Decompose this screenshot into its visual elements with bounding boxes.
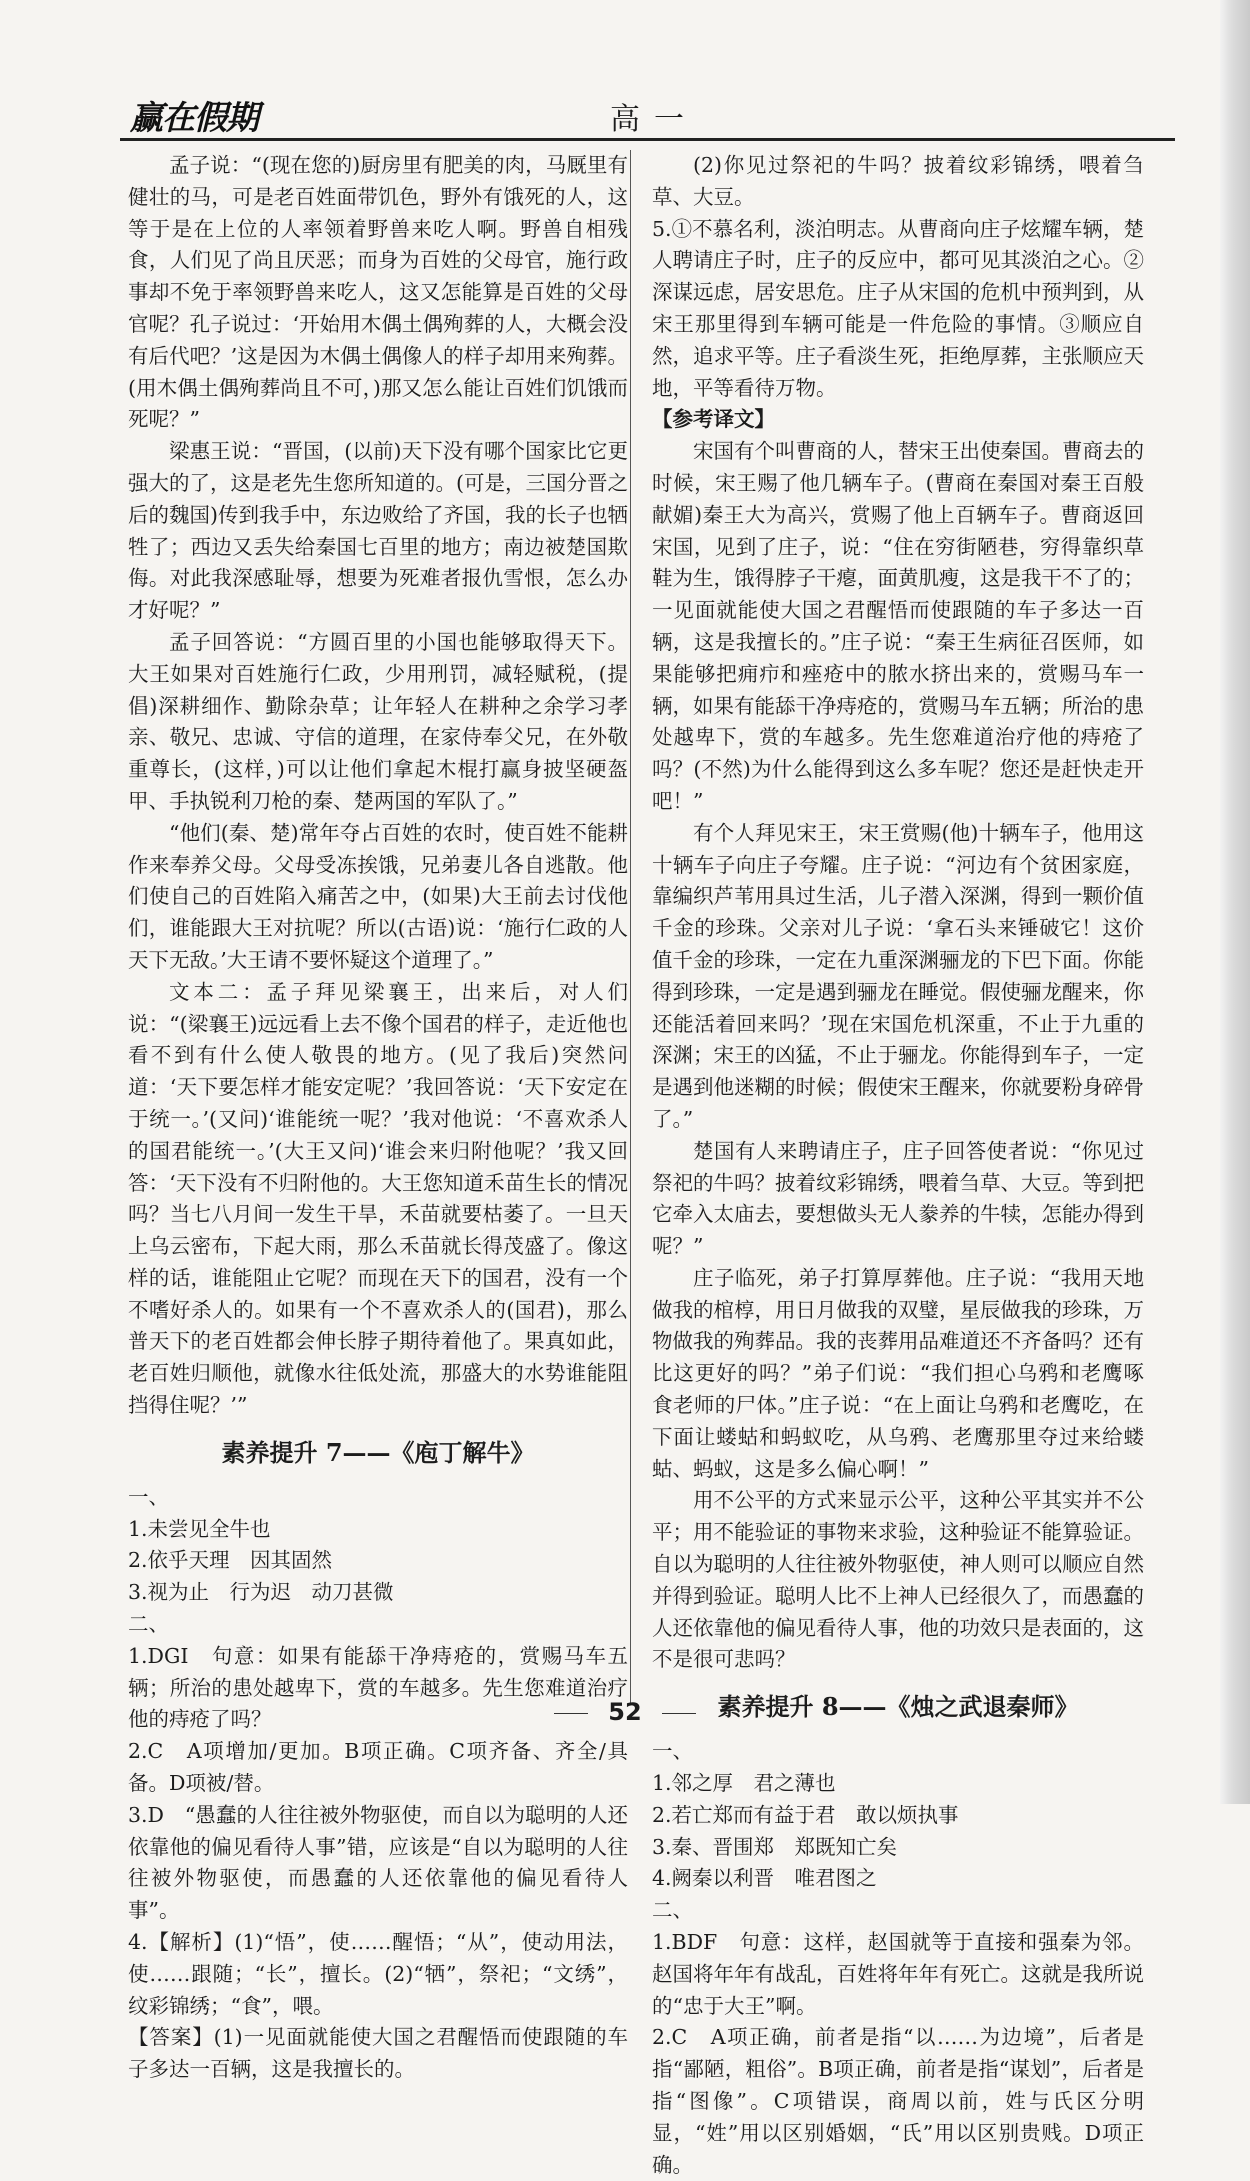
answer-line: 1.邻之厚 君之薄也 <box>652 1771 836 1796</box>
answer-line: 【答案】(1)一见面就能使大国之君醒悟而使跟随的车子多达一百辆，这是我擅长的。 <box>128 2025 628 2082</box>
answer-line: 1.BDF 句意：这样，赵国就等于直接和强秦为邻。赵国将年年有战乱，百姓将年年有死亡。这就是我所说的“忠于大王”啊。 <box>652 1930 1144 2018</box>
answer-line: 2.若亡郑而有益于君 敢以烦执事 <box>652 1802 959 1827</box>
answer-line: 1.DGI 句意：如果有能舔干净痔疮的，赏赐马车五辆；所治的患处越卑下，赏的车越多。先生您难道治疗他的痔疮了吗？ <box>128 1643 628 1732</box>
answer-line: 3.秦、晋围郑 郑既知亡矣 <box>652 1834 898 1859</box>
answer-list-8 <box>652 1736 1144 2181</box>
grade-label: 高一 <box>610 102 698 137</box>
text-paragraph: 有个人拜见宋王，宋王赏赐(他)十辆车子，他用这十辆车子向庄子夸耀。庄子说：“河边有个贫困家庭，靠编织芦苇用具过生活，儿子潜入深渊，得到一颗价值千金的珍珠。父亲对儿子说：‘拿石头来锤破它！这价值千金的珍珠，一定在九重深渊骊龙的下巴下面。你能得到珍珠，一定是遇到骊龙在睡觉。假使骊龙醒来，你还能活着回来吗？’现在宋国危机深重，不止于九重的深渊；宋王的凶猛，不止于骊龙。你能得到车子，一定是遇到他迷糊的时候；假使宋王醒来，你就要粉身碎骨了。” <box>652 820 1144 1131</box>
page-edge-shadow <box>1220 0 1250 1804</box>
answer-line: 二、 <box>128 1612 169 1637</box>
answer-line: 3.D “愚蠢的人往往被外物驱使，而自以为聪明的人还依靠他的偏见看待人事”错，应该是“自以为聪明的人往往被外物驱使，而愚蠢的人还依靠他的偏见看待人事”。 <box>128 1802 628 1923</box>
answer-list-7 <box>128 1482 628 2086</box>
footer-dash-right <box>662 1713 696 1714</box>
footer-dash-left <box>554 1713 588 1714</box>
page-header <box>120 92 1175 136</box>
text-paragraph: 孟子说：“(现在您的)厨房里有肥美的肉，马厩里有健壮的马，可是老百姓面带饥色，野外有饿死的人，这等于是在上位的人率领着野兽来吃人啊。野兽自相残食，人们见了尚且厌恶；而身为百姓的父母官，施行政事却不免于率领野兽来吃人，这又怎能算是百姓的父母官呢？孔子说过：‘开始用木偶土偶殉葬的人，大概会没有后代吧？’这是因为木偶土偶像人的样子却用来殉葬。(用木偶土偶殉葬尚且不可，)那又怎么能让百姓们饥饿而死呢？” <box>128 153 628 432</box>
answer-line: (2)你见过祭祀的牛吗？披着纹彩锦绣，喂着刍草、大豆。 <box>652 153 1144 209</box>
column-divider <box>630 150 631 1705</box>
answer-line: 2.依乎天理 因其固然 <box>128 1548 333 1573</box>
text-paragraph: 庄子临死，弟子打算厚葬他。庄子说：“我用天地做我的棺椁，用日月做我的双璧，星辰做我的珍珠，万物做我的殉葬品。我的丧葬用品难道还不齐备吗？还有比这更好的吗？”弟子们说：“我们担心乌鸦和老鹰啄食老师的尸体。”庄子说：“在上面让乌鸦和老鹰吃，在下面让蝼蛄和蚂蚁吃，从乌鸦、老鹰那里夺过来给蝼蛄、蚂蚁，这是多么偏心啊！” <box>652 1265 1144 1481</box>
brand-logo: 赢在假期 <box>130 98 258 137</box>
answer-line: 2.C A项增加/更加。B项正确。C项齐备、齐全/具备。D项被/替。 <box>128 1739 628 1796</box>
answer-line: 5.①不慕名利，淡泊明志。从曹商向庄子炫耀车辆，楚人聘请庄子时，庄子的反应中，都可见其淡泊之心。②深谋远虑，居安思危。庄子从宋国的危机中预判到，从宋王那里得到车辆可能是一件危险的事情。③顺应自然，追求平等。庄子看淡生死，拒绝厚葬，主张顺应天地，平等看待万物。 <box>652 216 1144 400</box>
right-column <box>652 150 1144 2181</box>
answer-line: 4.阙秦以利晋 唯君图之 <box>652 1866 877 1891</box>
section-title-8: 素养提升 8——《烛之武退秦师》 <box>717 1692 1079 1722</box>
answer-line: 2.C A项正确，前者是指“以……为边境”，后者是指“鄙陋，粗俗”。B项正确，前者是指“谋划”，后者是指“图像”。C项错误，商周以前，姓与氏区分明显，“姓”用以区别婚姻，“氏”用以区别贵贱。D项正确。 <box>652 2025 1144 2177</box>
page-number: 52 <box>608 1698 642 1726</box>
text-paragraph: 孟子回答说：“方圆百里的小国也能够取得天下。大王如果对百姓施行仁政，少用刑罚，减轻赋税，(提倡)深耕细作、勤除杂草；让年轻人在耕种之余学习孝亲、敬兄、忠诚、守信的道理，在家侍奉父兄，在外敬重尊长，(这样，)可以让他们拿起木棍打赢身披坚硬盔甲、手执锐利刀枪的秦、楚两国的军队了。” <box>128 629 628 813</box>
answer-line: 一、 <box>128 1484 169 1509</box>
text-paragraph: 梁惠王说：“晋国，(以前)天下没有哪个国家比它更强大的了，这是老先生您所知道的。(可是，三国分晋之后的魏国)传到我手中，东边败给了齐国，我的长子也牺牲了；西边又丢失给秦国七百里的地方；南边被楚国欺侮。对此我深感耻辱，想要为死难者报仇雪恨，怎么办才好呢？” <box>128 439 628 623</box>
page-footer <box>0 1698 1250 1726</box>
text-paragraph: 宋国有个叫曹商的人，替宋王出使秦国。曹商去的时候，宋王赐了他几辆车子。(曹商在秦国对秦王百般献媚)秦王大为高兴，赏赐了他上百辆车子。曹商返回宋国，见到了庄子，说：“住在穷街陋巷，穷得靠织草鞋为生，饿得脖子干瘪，面黄肌瘦，这是我干不了的；一见面就能使大国之君醒悟而使跟随的车子多达一百辆，这是我擅长的。”庄子说：“秦王生病征召医师，如果能够把痈疖和痤疮中的脓水挤出来的，赏赐马车一辆，如果有能舔干净痔疮的，赏赐马车五辆；所治的患处越卑下，赏的车越多。先生您难道治疗他的痔疮了吗？(不然)为什么能得到这么多车呢？您还是赶快走开吧！” <box>652 439 1144 813</box>
header-rule <box>120 138 1175 141</box>
text-paragraph: 用不公平的方式来显示公平，这种公平其实并不公平；用不能验证的事物来求验，这种验证不能算验证。自以为聪明的人往往被外物驱使，神人则可以顺应自然并得到验证。聪明人比不上神人已经很久了，而愚蠢的人还依靠他的偏见看待人事，他的功效只是表面的，这不是很可悲吗？ <box>652 1488 1144 1672</box>
text-paragraph: “他们(秦、楚)常年夺占百姓的农时，使百姓不能耕作来奉养父母。父母受冻挨饿，兄弟妻儿各自逃散。他们使自己的百姓陷入痛苦之中，(如果)大王前去讨伐他们，谁能跟大王对抗呢？所以(古语)说：‘施行仁政的人天下无敌。’大王请不要怀疑这个道理了。” <box>128 820 628 972</box>
text-paragraph: 楚国有人来聘请庄子，庄子回答使者说：“你见过祭祀的牛吗？披着纹彩锦绣，喂着刍草、大豆。等到把它牵入太庙去，要想做头无人豢养的牛犊，怎能办得到呢？” <box>652 1138 1144 1259</box>
answer-line: 一、 <box>652 1739 693 1764</box>
reference-translation-label: 【参考译文】 <box>652 407 775 432</box>
answer-line: 3.视为止 行为迟 动刀甚微 <box>128 1580 394 1605</box>
text-paragraph: 文本二：孟子拜见梁襄王，出来后，对人们说：“(梁襄王)远远看上去不像个国君的样子，走近他也看不到有什么使人敬畏的地方。(见了我后)突然问道：‘天下要怎样才能安定呢？’我回答说：‘天下安定在于统一。’(又问)‘谁能统一呢？’我对他说：‘不喜欢杀人的国君能统一。’(大王又问)‘谁会来归附他呢？’我又回答：‘天下没有不归附他的。大王您知道禾苗生长的情况吗？当七八月间一发生干旱，禾苗就要枯萎了。一旦天上乌云密布，下起大雨，那么禾苗就长得茂盛了。像这样的话，谁能阻止它呢？而现在天下的国君，没有一个不嗜好杀人的。如果有一个不喜欢杀人的(国君)，那么普天下的老百姓都会伸长脖子期待着他了。果真如此，老百姓归顺他，就像水往低处流，那盛大的水势谁能阻挡得住呢？’” <box>128 979 628 1418</box>
answer-line: 4.【解析】(1)“悟”，使……醒悟；“从”，使动用法，使……跟随；“长”，擅长。(2)“牺”，祭祀；“文绣”，纹彩锦绣；“食”，喂。 <box>128 1930 628 2018</box>
answer-line: 1.未尝见全牛也 <box>128 1516 271 1541</box>
section-title-7: 素养提升 7——《庖丁解牛》 <box>221 1437 535 1467</box>
left-column <box>128 150 628 2086</box>
answer-line: 二、 <box>652 1898 693 1923</box>
